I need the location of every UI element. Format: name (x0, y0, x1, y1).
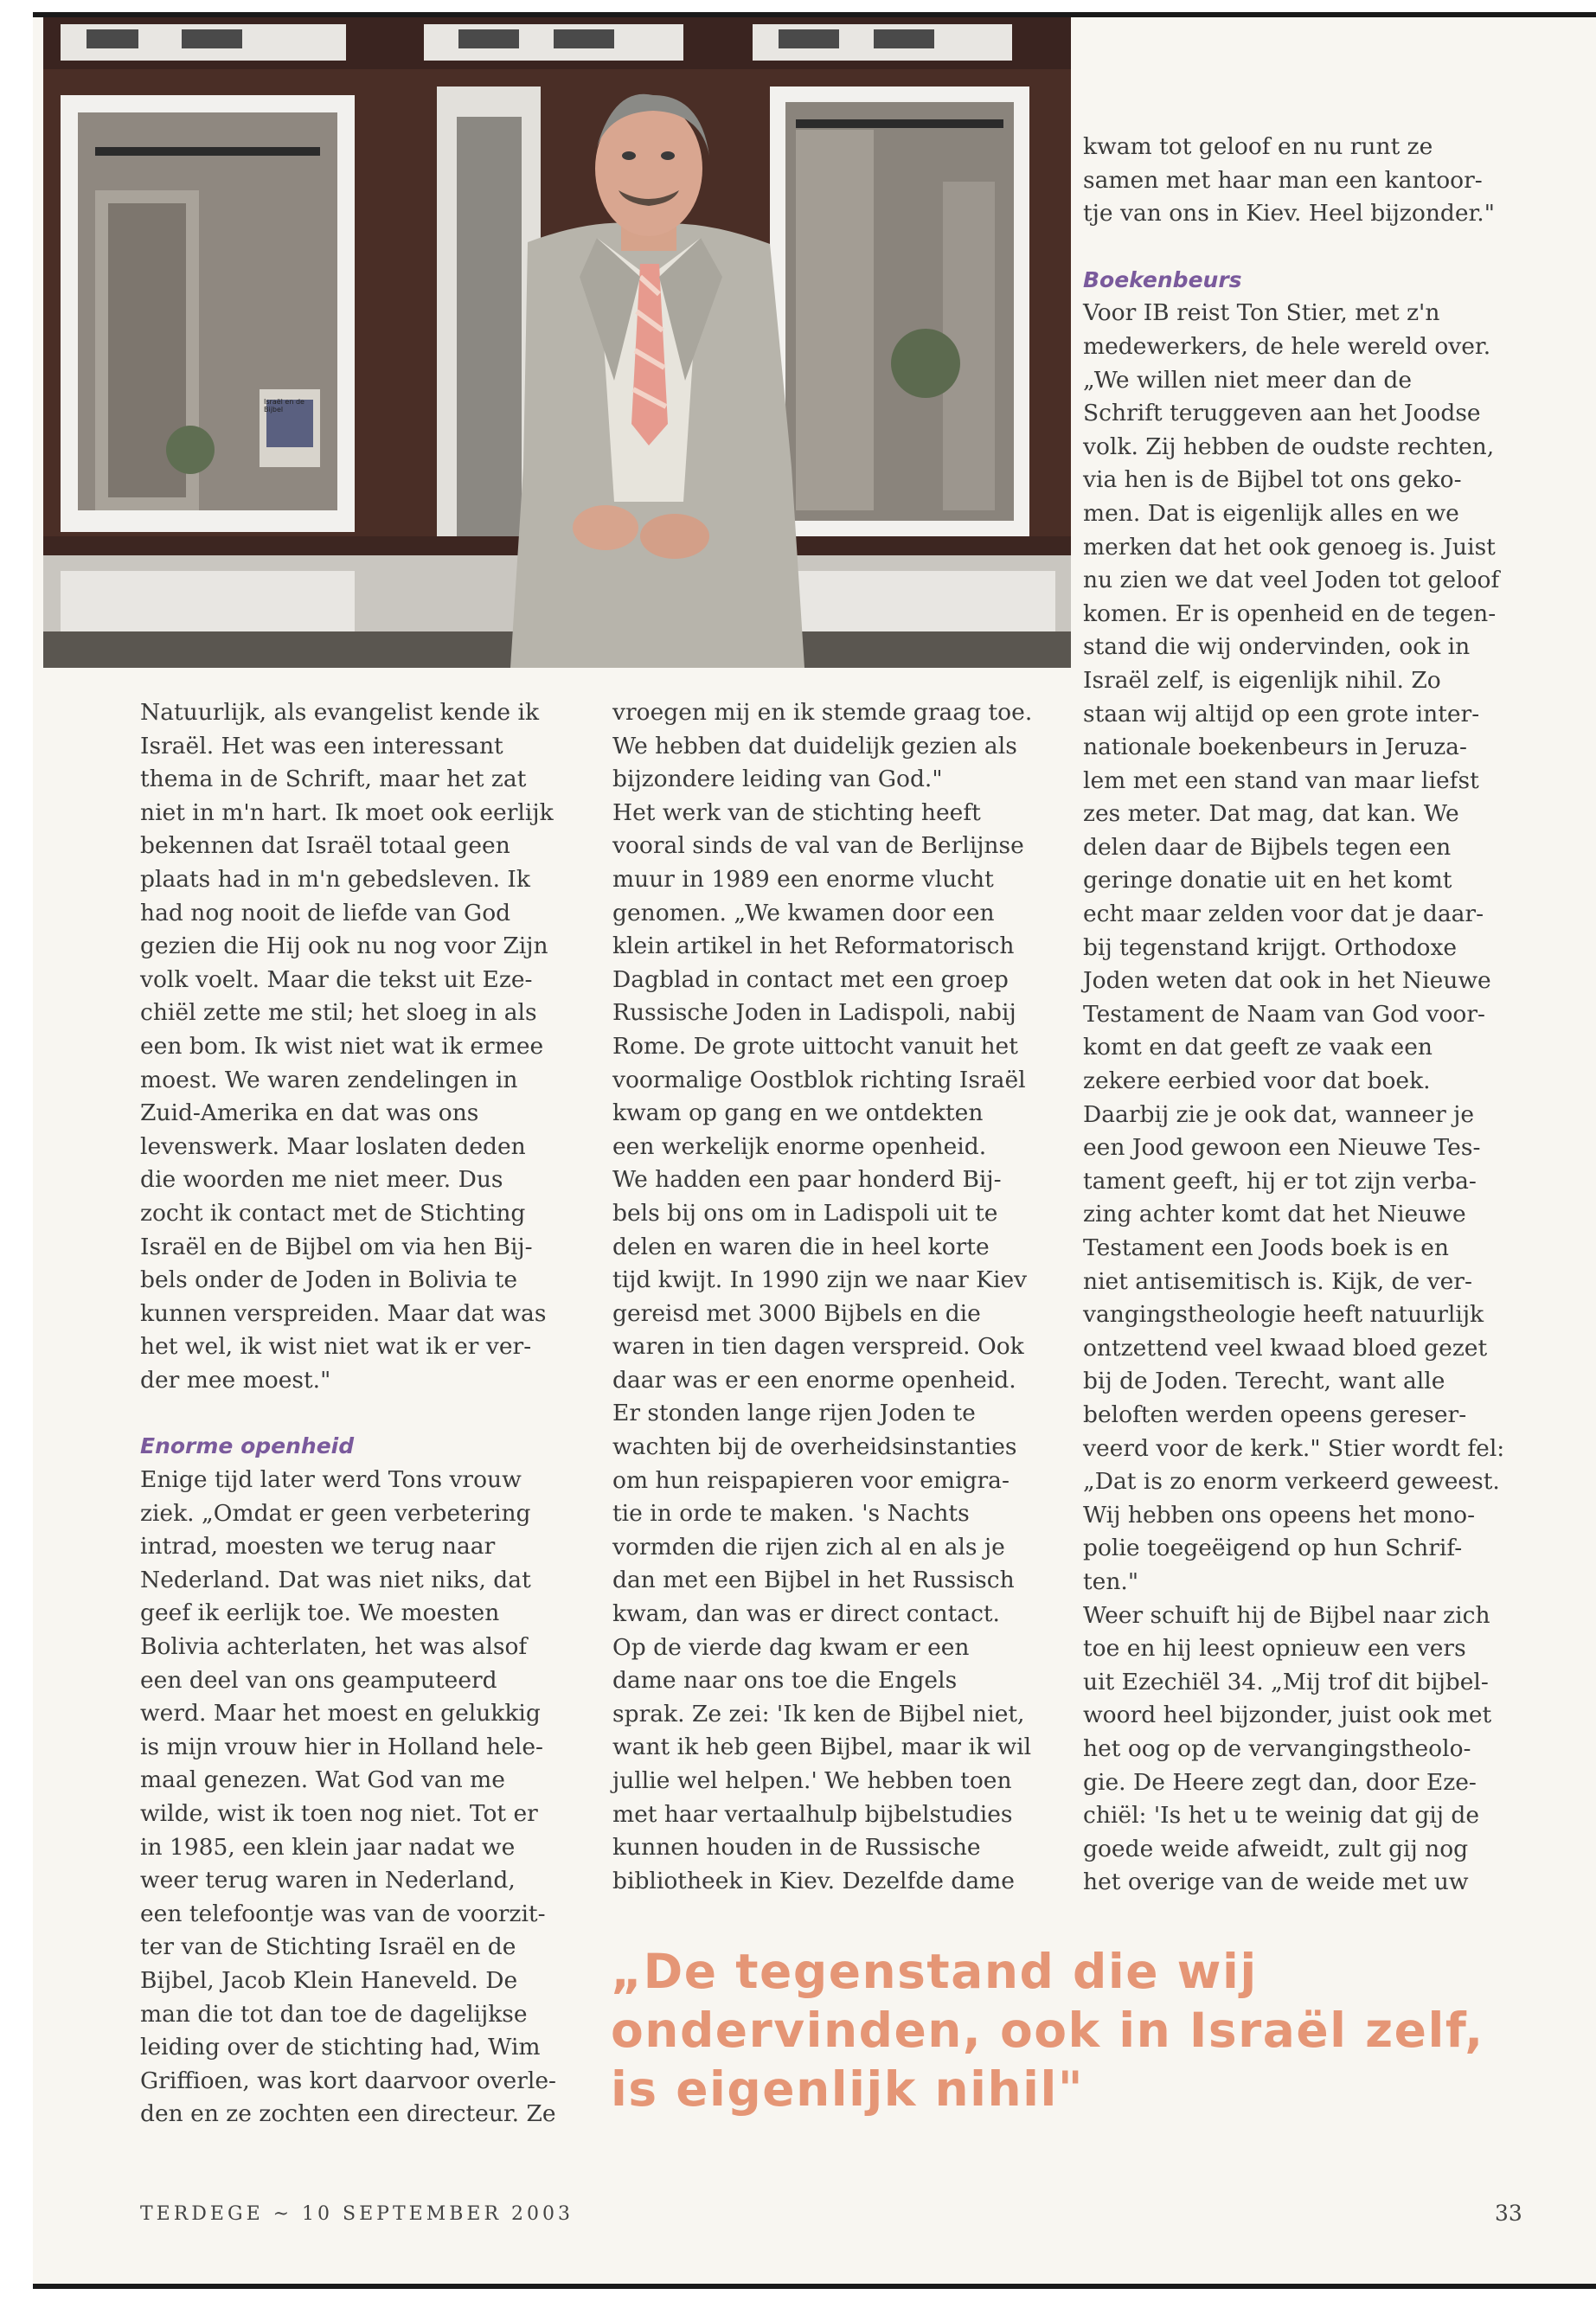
subheading-enorme-openheid: Enorme openheid (140, 1433, 355, 1459)
column-1-paragraph-2: Enige tijd later werd Tons vrouw ziek. „Omdat er geen verbetering intrad, moesten we terug naar Nederland. Dat was niet niks, dat geef ik eerlijk toe. We moesten Bolivia achterlaten, het was alsof een deel van ons geamputeerd werd. Maar het moest en gelukkig is mijn vrouw hier in Holland hele- maal genezen. Wat God van me wilde, wist ik toen nog niet. Tot er in 1985, een klein jaar nadat we weer terug waren in Nederland, een telefoontje was van de voorzit- ter van de Stichting Israël en de Bijbel, Jacob Klein Haneveld. De man die tot dan toe de dagelijkse leiding over de stichting had, Wim Griffioen, was kort daarvoor overle- den en ze zochten een directeur. Ze (140, 1466, 557, 2128)
column-1-paragraph-1: Natuurlijk, als evangelist kende ik Israël. Het was een interessant thema in de Schrift, maar het zat niet in m'n hart. Ik moet ook eerlijk bekennen dat Israël totaal geen plaats had in m'n gebedsleven. Ik had nog nooit de liefde van God gezien die Hij ook nu nog voor Zijn volk voelt. Maar die tekst uit Eze- chiël zette me stil; het sloeg in als een bom. Ik wist niet wat ik ermee moest. We waren zendelingen in Zuid-Amerika en dat was ons levenswerk. Maar loslaten deden die woorden me niet meer. Dus zocht ik contact met de Stichting Israël en de Bijbel om via hen Bij- bels onder de Joden in Bolivia te kunnen verspreiden. Maar dat was het wel, ik wist niet wat ik er ver- der mee moest." (140, 699, 554, 1394)
subheading-boekenbeurs: Boekenbeurs (1083, 266, 1242, 292)
text-column-1 (140, 696, 590, 2131)
column-3-paragraph-2: Voor IB reist Ton Stier, met z'n medewerkers, de hele wereld over. „We willen niet meer dan de Schrift teruggeven aan het Joodse volk. Zij hebben de oudste rechten, via hen is de Bijbel tot ons geko- men. Dat is eigenlijk alles en we merken dat het ook genoeg is. Juist nu zien we dat veel Joden tot geloof komen. Er is openheid en de tegen- stand die wij ondervinden, ook in Israël zelf, is eigenlijk nihil. Zo staan wij altijd op een grote inter- nationale boekenbeurs in Jeruza- lem met een stand van maar liefst zes meter. Dat mag, dat kan. We delen daar de Bijbels tegen een geringe donatie uit en het komt echt maar zelden voor dat je daar- bij tegenstand krijgt. Orthodoxe Joden weten dat ook in het Nieuwe Testament de Naam van God voor- komt en dat geeft ze vaak een zekere eerbied voor dat boek. Daarbij zie je ook dat, wanneer je een Jood gewoon een Nieuwe Tes- tament geeft, hij er tot zijn verba- zing achter komt dat het Nieuwe Testament een Joods boek is en niet antisemitisch is. Kijk, de ver- vangingstheologie heeft natuurlijk ontzettend veel kwaad bloed gezet bij de Joden. Terecht, want alle beloften werden opeens gereser- veerd voor de kerk." Stier wordt fel: „Dat is zo enorm verkeerd geweest. Wij hebben ons opeens het mono- polie toegeëigend op hun Schrif- ten." Weer schuift hij de Bijbel naar zich toe en hij leest opnieuw een vers uit Ezechiël 34. „Mij trof dit bijbel- woord heel bijzonder, juist ook met het oog op de vervangingstheolo- gie. De Heere zegt dan, door Eze- chiël: 'Is het u te weinig dat gij de goede weide afweidt, zult gij nog het overige van de weide met uw (1083, 299, 1505, 1896)
page-number: 33 (1495, 2201, 1522, 2226)
magazine-page (33, 12, 1596, 2289)
footer-publication: TERDEGE ~ 10 SEPTEMBER 2003 (140, 2203, 574, 2225)
pull-quote: „De tegenstand die wij ondervinden, ook in Israël zelf, is eigenlijk nihil" (611, 1944, 1484, 2117)
column-3-paragraph-1: kwam tot geloof en nu runt ze samen met haar man een kantoor- tje van ons in Kiev. Heel bijzonder." (1083, 133, 1495, 228)
text-column-2 (612, 696, 1088, 1898)
storefront-photo-illustration (43, 17, 1071, 668)
poster-caption: Israël en de Bijbel (264, 398, 304, 413)
text-column-3 (1083, 131, 1554, 1900)
bottom-border (33, 2284, 1596, 2289)
article-photo (43, 17, 1071, 668)
column-2-paragraph-1: vroegen mij en ik stemde graag toe. We hebben dat duidelijk gezien als bijzondere leiding van God." Het werk van de stichting heeft vooral sinds de val van de Berlijnse muur in 1989 een enorme vlucht genomen. „We kwamen door een klein artikel in het Reformatorisch Dagblad in contact met een groep Russische Joden in Ladispoli, nabij Rome. De grote uittocht vanuit het voormalige Oostblok richting Israël kwam op gang en we ontdekten een werkelijk enorme openheid. We hadden een paar honderd Bij- bels bij ons om in Ladispoli uit te delen en waren die in heel korte tijd kwijt. In 1990 zijn we naar Kiev gereisd met 3000 Bijbels en die waren in tien dagen verspreid. Ook daar was er een enorme openheid. Er stonden lange rijen Joden te wachten bij de overheidsinstanties om hun reispapieren voor emigra- tie in orde te maken. 's Nachts vormden die rijen zich al en als je dan met een Bijbel in het Russisch kwam, dan was er direct contact. Op de vierde dag kwam er een dame naar ons toe die Engels sprak. Ze zei: 'Ik ken de Bijbel niet, want ik heb geen Bijbel, maar ik wil jullie wel helpen.' We hebben toen met haar vertaalhulp bijbelstudies kunnen houden in de Russische bibliotheek in Kiev. Dezelfde dame (612, 699, 1033, 1894)
